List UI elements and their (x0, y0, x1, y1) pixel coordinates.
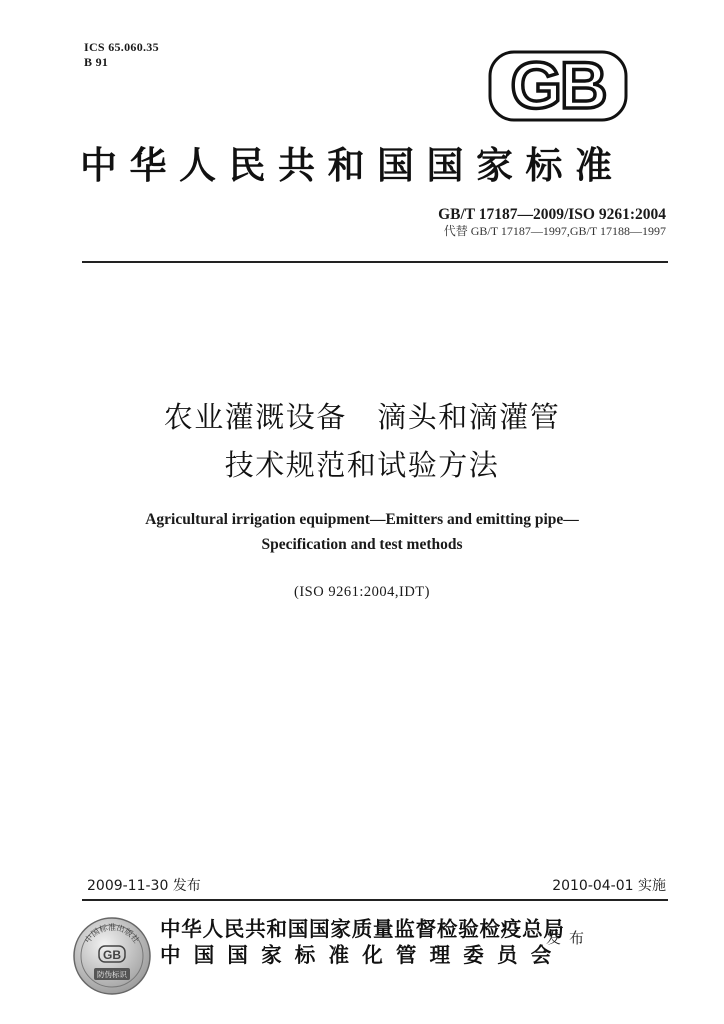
publish-label: 发布 (546, 929, 593, 947)
ccs-code: B 91 (84, 55, 109, 69)
gb-logo-text: GB (510, 50, 606, 122)
english-title-line-1: Agricultural irrigation equipment—Emitters and emitting pipe— (145, 511, 579, 528)
ics-block (84, 40, 159, 70)
bottom-divider (82, 899, 668, 901)
english-title-line-2: Specification and test methods (261, 536, 463, 553)
seal-center-text: GB (103, 948, 121, 962)
iso-reference: (ISO 9261:2004,IDT) (294, 584, 430, 600)
issue-date: 2009-11-30 发布 (87, 878, 201, 894)
ics-code: ICS 65.060.35 (84, 40, 159, 54)
chinese-title-line-2: 技术规范和试验方法 (224, 448, 500, 482)
chinese-title-line-1: 农业灌溉设备 滴头和滴灌管 (163, 400, 561, 434)
gb-logo (488, 50, 628, 122)
issuer-line-2: 中国国家标准化管理委员会 (160, 943, 565, 967)
standard-number: GB/T 17187—2009/ISO 9261:2004 (438, 206, 666, 223)
seal-bottom-text: 防伪标识 (97, 970, 127, 979)
seal-top-text: 中国标准出版社 (83, 923, 141, 945)
issuer-line-1: 中华人民共和国国家质量监督检验检疫总局 (160, 917, 565, 941)
anti-counterfeit-seal (72, 916, 152, 996)
implementation-date: 2010-04-01 实施 (552, 878, 666, 894)
standard-type-title: 中华人民共和国国家标准 (80, 143, 625, 187)
top-divider (82, 261, 668, 263)
replaces-note: 代替 GB/T 17187—1997,GB/T 17188—1997 (443, 224, 666, 238)
